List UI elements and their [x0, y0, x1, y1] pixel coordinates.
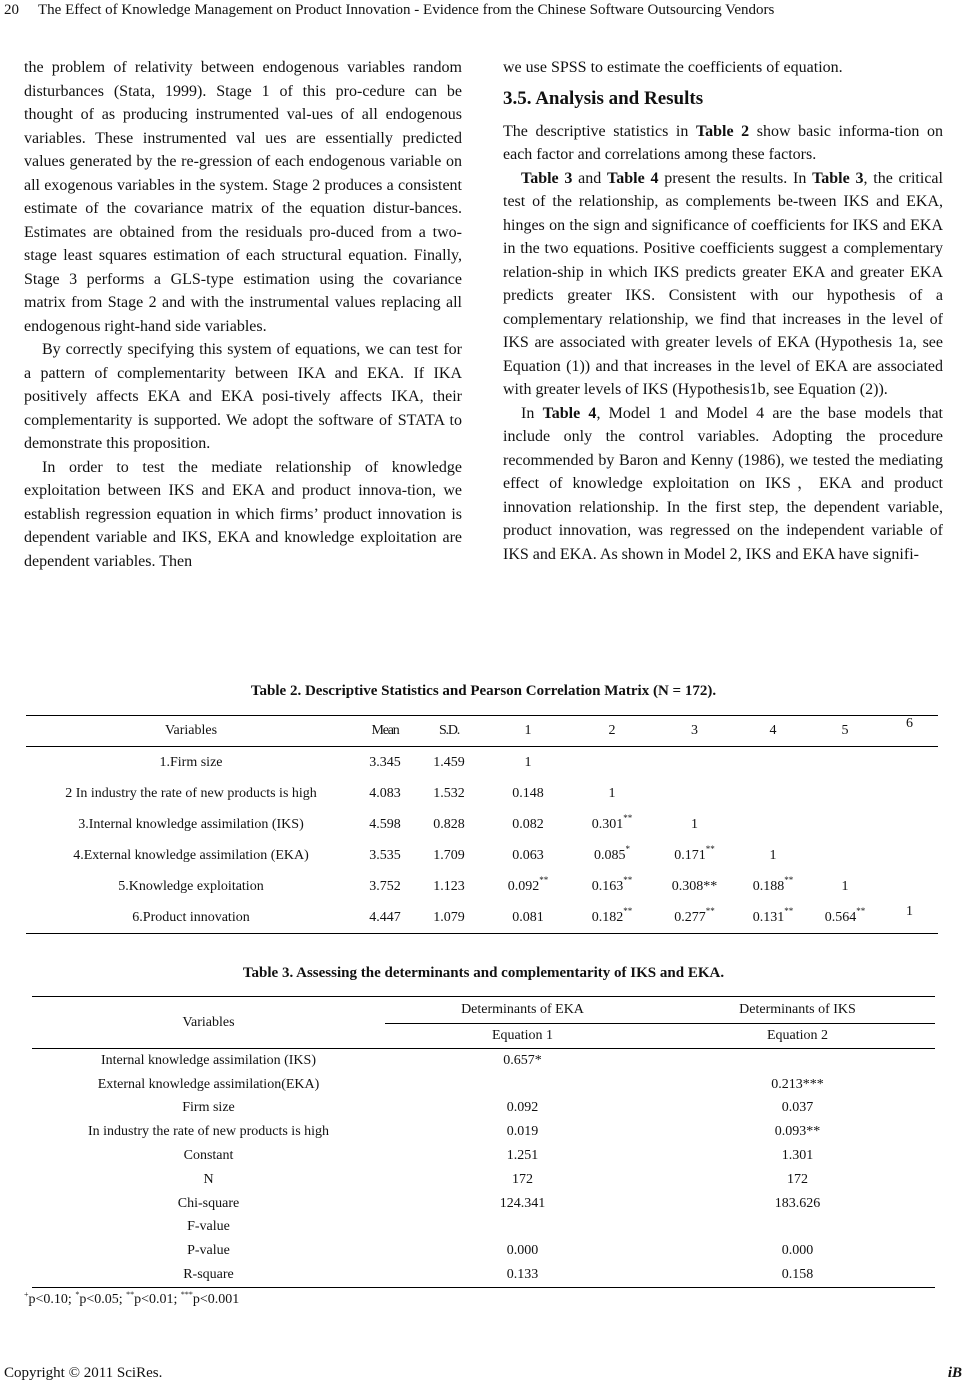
table2-cell: [809, 778, 881, 809]
table2-cell: [809, 871, 881, 902]
table2-cell-value: 6.Product innovation: [132, 909, 250, 925]
table2-cell: [809, 840, 881, 871]
table3-cell: 1.301: [781, 1148, 814, 1164]
table3-row: [32, 1192, 935, 1216]
table2-cell: [652, 747, 737, 779]
table2-cell: [572, 871, 652, 902]
table2-cell-value: 3.Internal knowledge assimilation (IKS): [78, 816, 304, 832]
table2-cell-value: 1: [524, 754, 532, 770]
table3-cell: 0.019: [506, 1124, 539, 1140]
table2-cell: [414, 871, 484, 902]
table3-row: [32, 1168, 935, 1192]
table2-header-row: [26, 716, 938, 747]
significance-mark: **: [623, 812, 633, 823]
table2-cell-value: 1.459: [433, 754, 465, 770]
table-ref: Table 3: [521, 169, 573, 187]
table3-cell: 172: [787, 1171, 808, 1187]
table2-cell: [484, 747, 572, 779]
table3-cell: [660, 1216, 935, 1240]
table3-cell: N: [203, 1171, 214, 1187]
table3-cell: F-value: [187, 1219, 230, 1235]
table2-cell-value: 1: [906, 903, 913, 919]
significance-mark: **: [705, 843, 715, 854]
table2-cell: [572, 747, 652, 779]
table2-cell-value: 4.External knowledge assimilation (EKA): [73, 847, 309, 863]
table2-cell: [356, 778, 414, 809]
table3-row: [32, 1120, 935, 1144]
table3-cell: P-value: [187, 1243, 230, 1259]
table3-row: [32, 1073, 935, 1097]
table2-cell-value: 1.123: [433, 878, 465, 894]
table2-cell-value: 5.Knowledge exploitation: [118, 878, 264, 894]
table2-cell-value: 0.163: [591, 878, 624, 894]
table3-cell: In industry the rate of new products is high: [87, 1124, 330, 1140]
table2-cell: [356, 840, 414, 871]
running-title: The Effect of Knowledge Management on Product Innovation - Evidence from the Chinese Software Outsourcing Vendors: [38, 2, 775, 18]
note-text: p<0.01;: [134, 1292, 181, 1307]
table2-cell-value: 1: [841, 878, 849, 894]
table3-cell: Internal knowledge assimilation (IKS): [100, 1052, 316, 1068]
significance-mark: *: [625, 843, 630, 854]
table3-cell: Chi-square: [177, 1195, 240, 1211]
table3-row: [32, 1049, 935, 1073]
table2-cell-value: 1: [691, 816, 698, 832]
table3-group-header: Determinants of EKA: [461, 1002, 584, 1017]
table2-cell: [26, 747, 356, 779]
table3-caption: Table 3. Assessing the determinants and complementarity of IKS and EKA.: [242, 965, 725, 981]
table2-row: [26, 747, 938, 779]
significance-mark: **: [784, 905, 794, 916]
table2-cell: [737, 902, 809, 934]
table2-cell: [881, 902, 938, 934]
table2-cell: [26, 778, 356, 809]
table2-cell: [881, 871, 938, 902]
table2-cell-value: 1: [608, 785, 616, 801]
copyright-footer: Copyright © 2011 SciRes.: [4, 1365, 163, 1381]
table2-cell: [26, 902, 356, 934]
table2-header-cell: 4: [769, 723, 777, 738]
table2-cell-value: 0.171: [674, 847, 706, 863]
table3-row: [32, 1239, 935, 1263]
table2-cell-value: 0.188: [752, 878, 785, 894]
note-text: p<0.10;: [28, 1292, 76, 1307]
table3-row: [32, 1097, 935, 1121]
table2-cell: [881, 809, 938, 840]
table-ref: Table 4: [607, 169, 659, 187]
table2-cell: [356, 871, 414, 902]
table3-variables-header: Variables: [182, 1014, 235, 1030]
table3-cell: 0.657*: [503, 1052, 542, 1068]
right-paragraph-3: [503, 402, 943, 567]
table3-cell: 0.213***: [771, 1076, 824, 1092]
significance-mark: **: [623, 905, 633, 916]
table2-cell-value: 0.301: [591, 816, 624, 832]
table2-cell: [26, 809, 356, 840]
table2-header-cell: 5: [841, 723, 849, 738]
right-paragraph-0: we use SPSS to estimate the coefficients of equation.: [503, 59, 843, 76]
table2-cell: [484, 840, 572, 871]
table3-cell: 1.251: [506, 1148, 539, 1164]
table2-cell: [572, 840, 652, 871]
table2-cell: [652, 902, 737, 934]
note-symbol: ***: [180, 1290, 193, 1299]
table2-cell: [809, 747, 881, 779]
table3-cell: 0.000: [506, 1243, 539, 1259]
left-paragraph-2: By correctly specifying this system of equations, we can test for a pattern of complementarity between IKA and EKA. If IKA positively affects EKA and EKA posi-tively affects IKA, their complementarity is supported. We adopt the software of STATA to demonstrate this proposition.: [24, 341, 462, 452]
table3-cell: [660, 1049, 935, 1073]
table2-cell-value: 1.532: [433, 785, 465, 801]
significance-mark: **: [705, 905, 715, 916]
table2-cell-value: 1: [769, 847, 777, 863]
table2-cell: [572, 809, 652, 840]
table2-cell: [652, 809, 737, 840]
table2-cell: [652, 778, 737, 809]
table3-cell: R-square: [183, 1267, 234, 1283]
table2-cell-value: 0.182: [591, 909, 624, 925]
table-ref: Table 3: [812, 169, 864, 187]
table2-cell: [737, 747, 809, 779]
table3-cell: 124.341: [499, 1195, 546, 1211]
table2-cell-value: 0.277: [674, 909, 706, 925]
table2-cell-value: 3.345: [369, 754, 401, 770]
table3-cell: 0.092: [506, 1100, 539, 1116]
table2-cell-value: 1.Firm size: [159, 754, 223, 770]
right-paragraph-1: [503, 120, 943, 167]
table2-cell: [356, 809, 414, 840]
table2-cell-value: 4.083: [369, 785, 401, 801]
table3-cell: 0.037: [781, 1100, 814, 1116]
table2-cell: [737, 871, 809, 902]
table2: [26, 715, 938, 934]
journal-mark: iB: [947, 1365, 962, 1381]
table3-cell: 183.626: [774, 1195, 821, 1211]
table2-header-cell: Variables: [164, 723, 218, 738]
table2-cell: [26, 871, 356, 902]
table2-cell-value: 0.564: [824, 909, 857, 925]
table2-cell: [414, 778, 484, 809]
table3-row: [32, 1144, 935, 1168]
table3-cell: 0.000: [781, 1243, 814, 1259]
table2-cell-value: 2 In industry the rate of new products is high: [65, 785, 317, 801]
table2-row: [26, 809, 938, 840]
section-heading: 3.5. Analysis and Results: [503, 87, 704, 109]
text-span: and: [572, 169, 608, 187]
significance-mark: **: [784, 874, 794, 885]
note-text: p<0.05;: [79, 1292, 127, 1307]
text-span: , Model 1 and Model 4 are the base models that include only the control variables. Adopting the procedure recommended by Baron and Kenny (1986), we tested the mediating effect of knowledge exploitation on IKS，EKA and product innovation relationship. In the first step, the dependent variable, product innovation, was regressed on the independent variable of IKS and EKA. As shown in Model 2, IKS and EKA have signifi-: [503, 404, 944, 563]
left-column: [24, 56, 462, 573]
table2-row: [26, 902, 938, 934]
table3-group-header: Determinants of IKS: [739, 1002, 856, 1017]
table2-cell: [414, 902, 484, 934]
table2-cell: [809, 809, 881, 840]
table3-header-row: [32, 997, 935, 1024]
table2-cell-value: 0.148: [512, 785, 544, 801]
table2-cell: [881, 840, 938, 871]
left-paragraph-3: In order to test the mediate relationship of knowledge exploitation between IKS and EKA and product innova-tion, we establish regression equation in which firms’ product innovation is dependent variable and IKS, EKA and knowledge exploitation are dependent variables. Then: [24, 458, 462, 570]
table2-header-six: 6: [906, 716, 913, 731]
table2-row: [26, 871, 938, 902]
table2-cell: [652, 871, 737, 902]
table3-row: [32, 1216, 935, 1240]
significance-mark: **: [539, 874, 549, 885]
text-span: , the critical test of the relationship, as complements be-tween IKS and EKA, hinges on the sign and significance of coefficients for IKS and EKA in the two equations. Positive coefficients suggest a complementary relation-ship in which IKS predicts greater EKA and greater EKA predicts greater IKS. Consistent with our hypothesis of a complementary relationship, we find that increases in the level of IKS are associated with greater levels of EKA (Hypothesis 1a, see Equation (1)) and that increases in the level of EKA are associated with greater levels of IKS (Hypothesis1b, see Equation (2)).: [503, 169, 943, 398]
table2-cell: [572, 902, 652, 934]
table2-cell-value: 0.131: [752, 909, 785, 925]
significance-mark: **: [623, 874, 633, 885]
note-symbol: +: [24, 1290, 29, 1299]
table-ref: Table 4: [542, 404, 597, 422]
significance-mark: **: [856, 905, 866, 916]
table-ref: Table 2: [695, 122, 750, 140]
table2-header-cell: 1: [524, 723, 532, 738]
page-header: [0, 0, 967, 26]
text-span: show basic informa-tion on each factor and correlations among these factors.: [503, 122, 944, 163]
table2-cell: [652, 840, 737, 871]
table2-cell-value: 4.598: [369, 816, 401, 832]
table3-equation-header: Equation 2: [660, 1024, 935, 1049]
table3-cell: 0.093**: [774, 1124, 821, 1140]
table2-cell: [737, 809, 809, 840]
table2-cell-value: 1.079: [433, 909, 465, 925]
table3-cell: Constant: [183, 1148, 234, 1164]
table2-cell-value: 0.085: [594, 847, 626, 863]
note-text: p<0.001: [192, 1292, 240, 1307]
table2-cell: [484, 902, 572, 934]
text-span: In: [521, 404, 543, 422]
table2-cell: [737, 778, 809, 809]
table2-cell: [414, 809, 484, 840]
table2-cell: [26, 840, 356, 871]
table2-header-cell: 3: [691, 723, 698, 738]
table2-header-cell: [881, 716, 938, 747]
table3-row: [32, 1263, 935, 1287]
table3-cell: External knowledge assimilation(EKA): [97, 1076, 320, 1092]
table2-cell: [356, 902, 414, 934]
table2-cell: [356, 747, 414, 779]
left-paragraph-1: the problem of relativity between endogenous variables random disturbances (Stata, 1999). Stage 1 of this pro-cedure can be thought of as producing instrumented val-ues of all endogenous variables. These instrumented val ues are essentially predicted values generated by the re-gression of each endogenous variable on all exogenous variables in the system. Stage 2 produces a consistent estimate of the covariance matrix of the equation distur-bances. Estimates are obtained from the residuals pro-duced from a two-stage least squares estimation of each structural equation. Finally, Stage 3 performs a GLS-type estimation using the covariance matrix from Stage 2 and with the instrumental values replacing all endogenous right-hand side variables.: [24, 59, 462, 335]
table2-cell-value: 4.447: [369, 909, 401, 925]
text-span: The descriptive statistics in: [503, 122, 696, 140]
table2-caption: Table 2. Descriptive Statistics and Pearson Correlation Matrix (N = 172).: [250, 683, 717, 699]
table2-cell-value: 3.752: [369, 878, 401, 894]
table3-cell: 0.133: [506, 1267, 539, 1283]
page-number: 20: [4, 2, 19, 18]
table2-cell-value: 0.082: [512, 816, 544, 832]
table3-equation-header: Equation 1: [385, 1024, 660, 1049]
table2-cell: [484, 778, 572, 809]
table2-cell-value: 3.535: [369, 847, 401, 863]
text-span: present the results. In: [658, 169, 813, 187]
table2-cell: [414, 840, 484, 871]
table3-cell: 0.158: [781, 1267, 814, 1283]
table3-cell: [385, 1216, 660, 1240]
table2-cell: [809, 902, 881, 934]
table2-cell: [414, 747, 484, 779]
table3: [32, 996, 935, 1288]
table2-cell: [572, 778, 652, 809]
table2-cell: [737, 840, 809, 871]
note-symbol: **: [126, 1290, 135, 1299]
significance-note: [24, 1292, 239, 1308]
table2-row: [26, 778, 938, 809]
table3-cell: 172: [512, 1171, 533, 1187]
table2-header-cell: S.D.: [438, 723, 460, 738]
right-column: [503, 56, 943, 566]
table2-cell: [484, 809, 572, 840]
table2-cell-value: 0.081: [512, 909, 544, 925]
table2-header-cell: 2: [608, 723, 616, 738]
table3-cell: Firm size: [182, 1100, 235, 1116]
table2-cell: [484, 871, 572, 902]
note-symbol: *: [75, 1290, 80, 1299]
table2-row: [26, 840, 938, 871]
table2-header-cell: Mean: [371, 723, 399, 738]
table3-cell: [385, 1073, 660, 1097]
table2-cell-value: 0.063: [512, 847, 544, 863]
table2-cell: [881, 747, 938, 779]
right-paragraph-2: [503, 167, 943, 402]
table2-cell: [881, 778, 938, 809]
table2-cell-value: 0.308**: [671, 878, 718, 894]
table2-cell-value: 1.709: [433, 847, 465, 863]
table2-cell-value: 0.092: [507, 878, 540, 894]
table2-cell-value: 0.828: [433, 816, 465, 832]
